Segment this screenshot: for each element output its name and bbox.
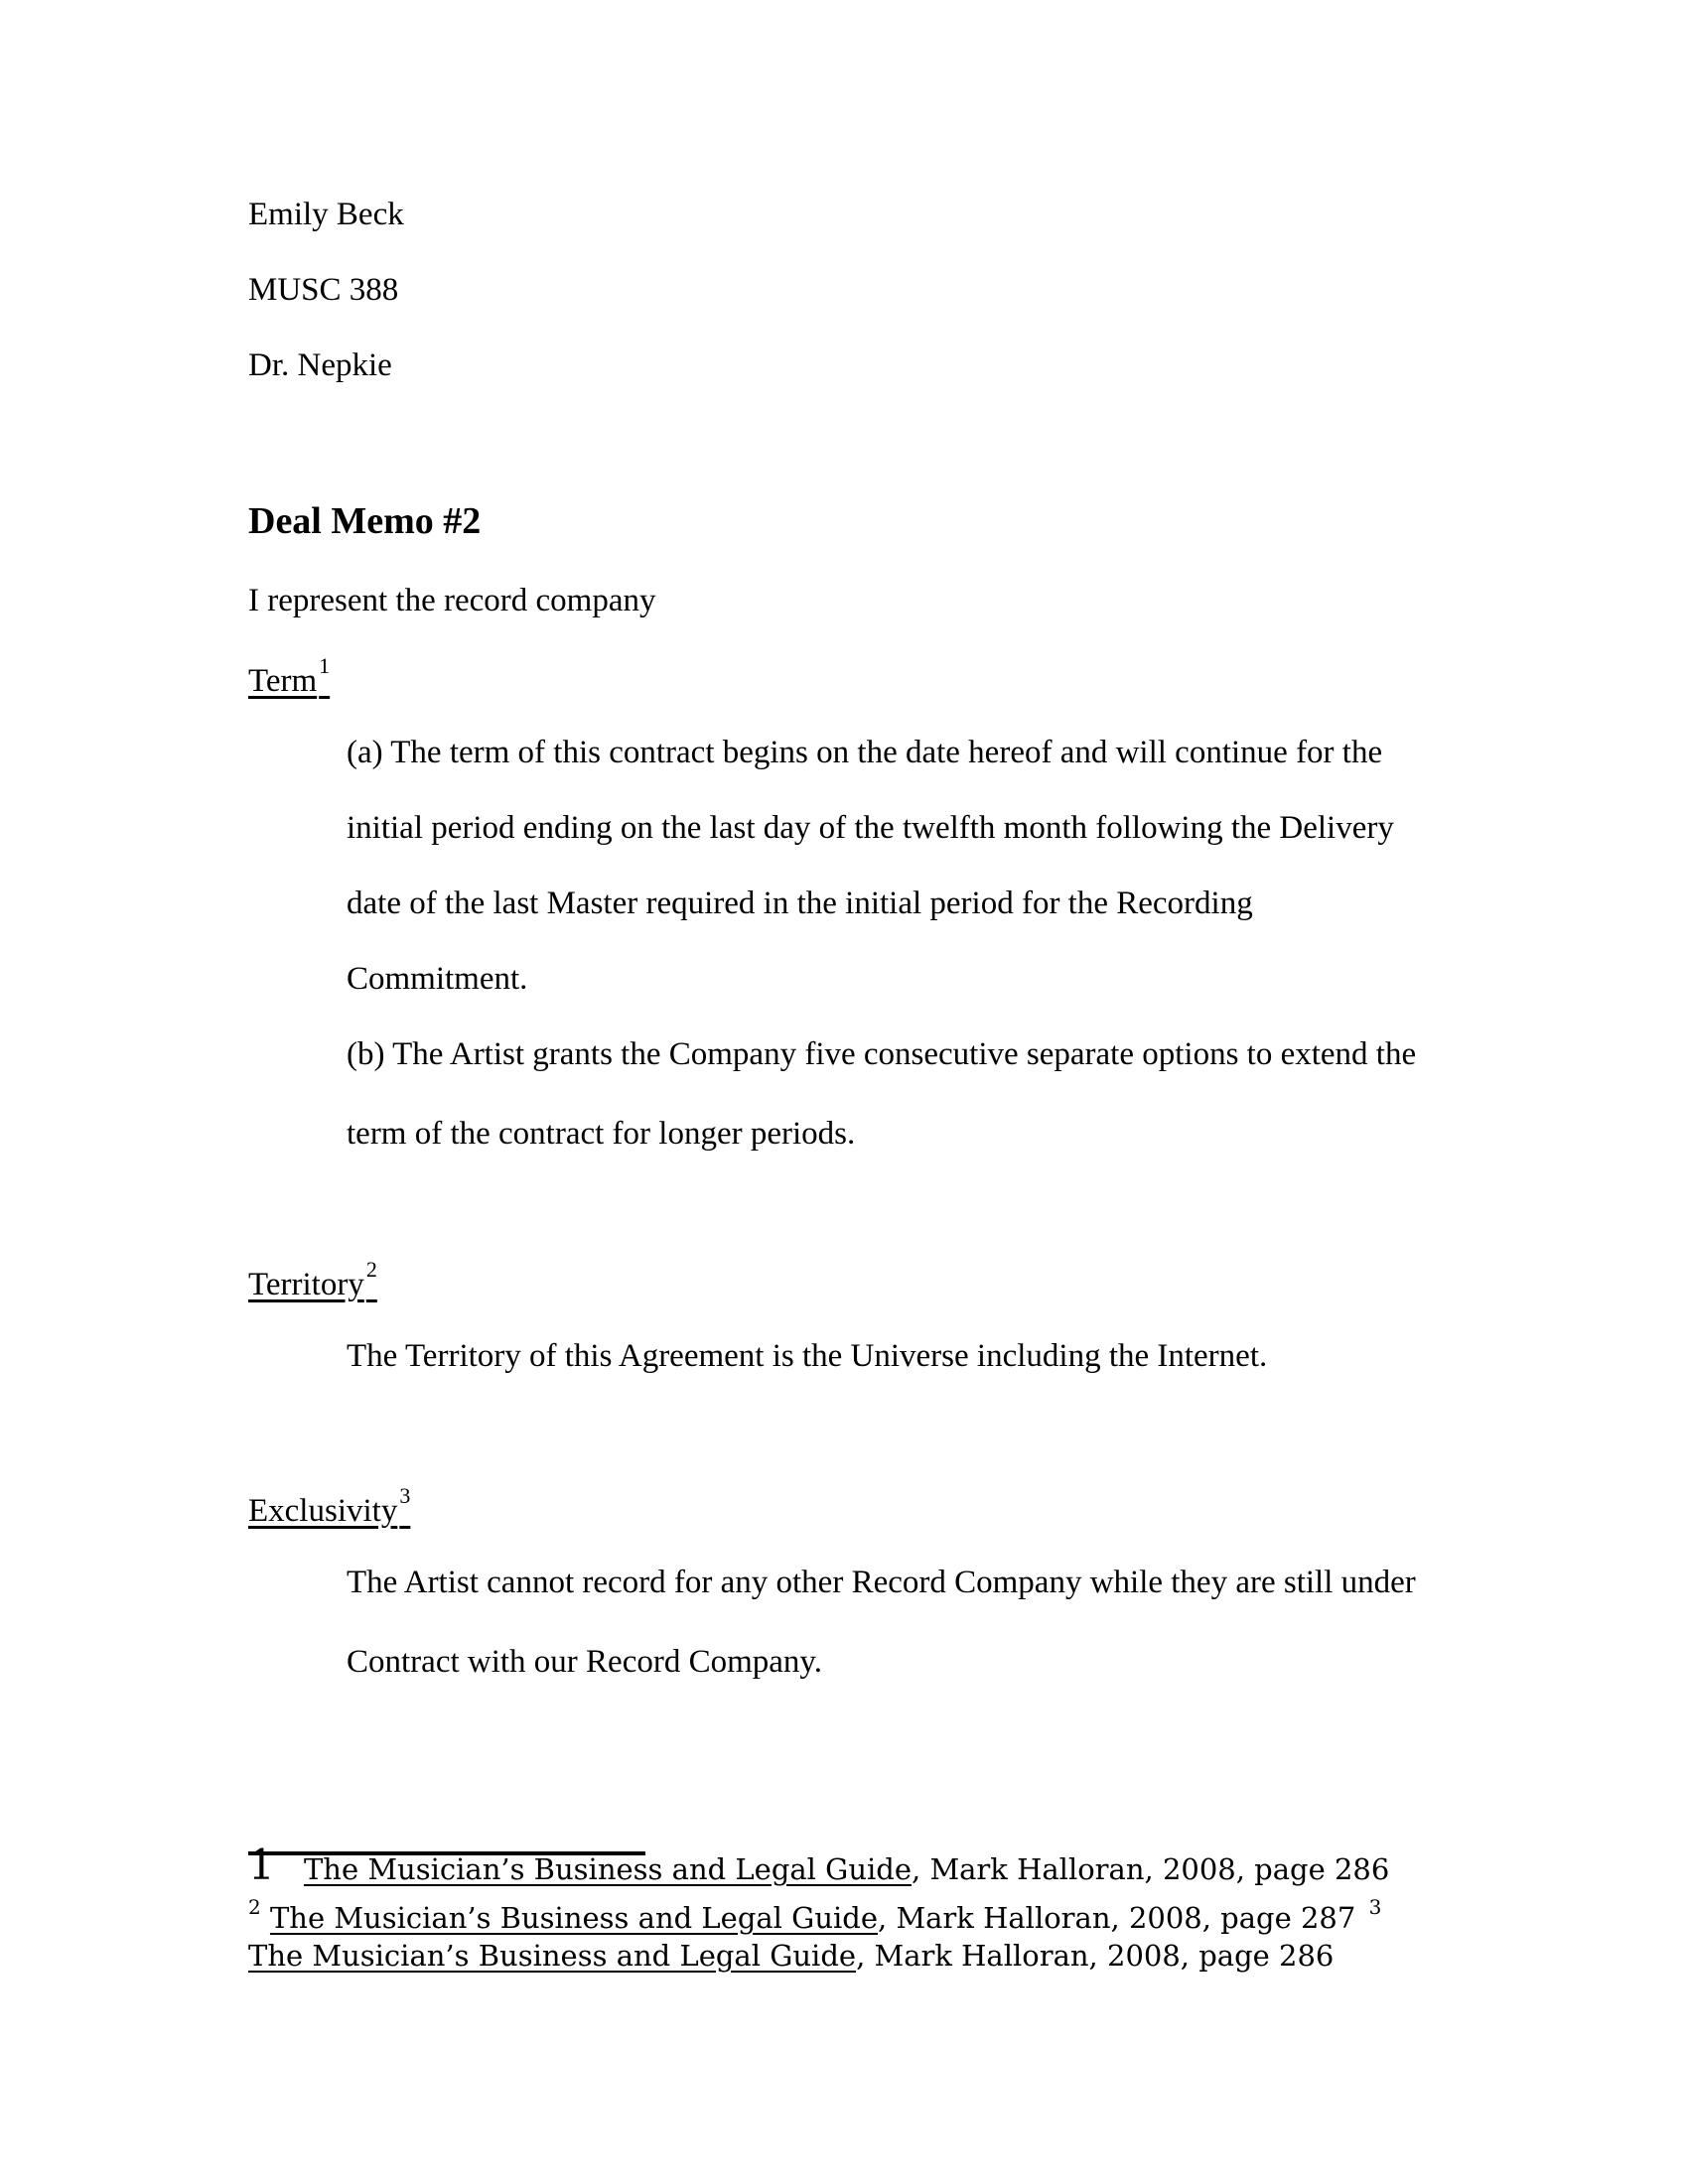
exclusivity-footnote-ref: 3 — [399, 1483, 411, 1508]
term-para-a-line-4: Commitment. — [347, 961, 528, 997]
footnote-3 — [248, 1938, 1334, 1974]
document-title: Deal Memo #2 — [248, 500, 482, 542]
exclusivity-heading-text: Exclusivity$^3$ — [248, 1483, 411, 1529]
course-code: MUSC 388 — [248, 272, 399, 308]
territory-footnote-ref: 2 — [365, 1257, 377, 1282]
footnote-3-rest: , Mark Halloran, 2008, page 286 — [856, 1939, 1335, 1973]
territory-text: The Territory of this Agreement is the Universe including the Internet. — [347, 1338, 1268, 1374]
term-para-a-line-1: (a) The term of this contract begins on the date hereof and will continue for the — [347, 735, 1383, 770]
exclusivity-line-1: The Artist cannot record for any other Record Company while they are still under — [347, 1565, 1416, 1600]
footnote-3-book: The Musician’s Business and Legal Guide — [248, 1939, 857, 1973]
footnote-2-book: The Musician’s Business and Legal Guide — [269, 1901, 879, 1935]
term-para-a-line-3: date of the last Master required in the initial period for the Recording — [347, 886, 1253, 921]
term-para-b-line-2: term of the contract for longer periods. — [347, 1116, 856, 1152]
territory-heading — [248, 1257, 377, 1307]
term-heading-text: Term$^1$ — [248, 653, 331, 699]
footnote-2-number: 2 — [248, 1895, 261, 1919]
term-para-b-line-1: (b) The Artist grants the Company five consecutive separate options to extend the — [347, 1036, 1417, 1072]
footnote-2 — [248, 1895, 1382, 1939]
footnote-1-rest: , Mark Halloran, 2008, page 286 — [912, 1852, 1390, 1886]
term-footnote-ref: 1 — [319, 653, 331, 678]
author-name: Emily Beck — [248, 197, 404, 232]
footnote-2-rest: , Mark Halloran, 2008, page 287 — [878, 1901, 1356, 1935]
territory-heading-text: Territory$^2$ — [248, 1257, 377, 1302]
exclusivity-line-2: Contract with our Record Company. — [347, 1644, 823, 1680]
term-heading — [248, 653, 331, 704]
footnote-1 — [248, 1841, 1390, 1889]
footnote-1-book: The Musician’s Business and Legal Guide — [303, 1852, 913, 1886]
footnote-1-number: 1 — [248, 1841, 275, 1889]
exclusivity-heading — [248, 1483, 411, 1534]
intro-statement: I represent the record company — [248, 583, 656, 618]
term-para-a-line-2: initial period ending on the last day of the twelfth month following the Delivery — [347, 810, 1394, 846]
instructor-name: Dr. Nepkie — [248, 347, 392, 383]
footnote-3-number: 3 — [1368, 1895, 1382, 1919]
